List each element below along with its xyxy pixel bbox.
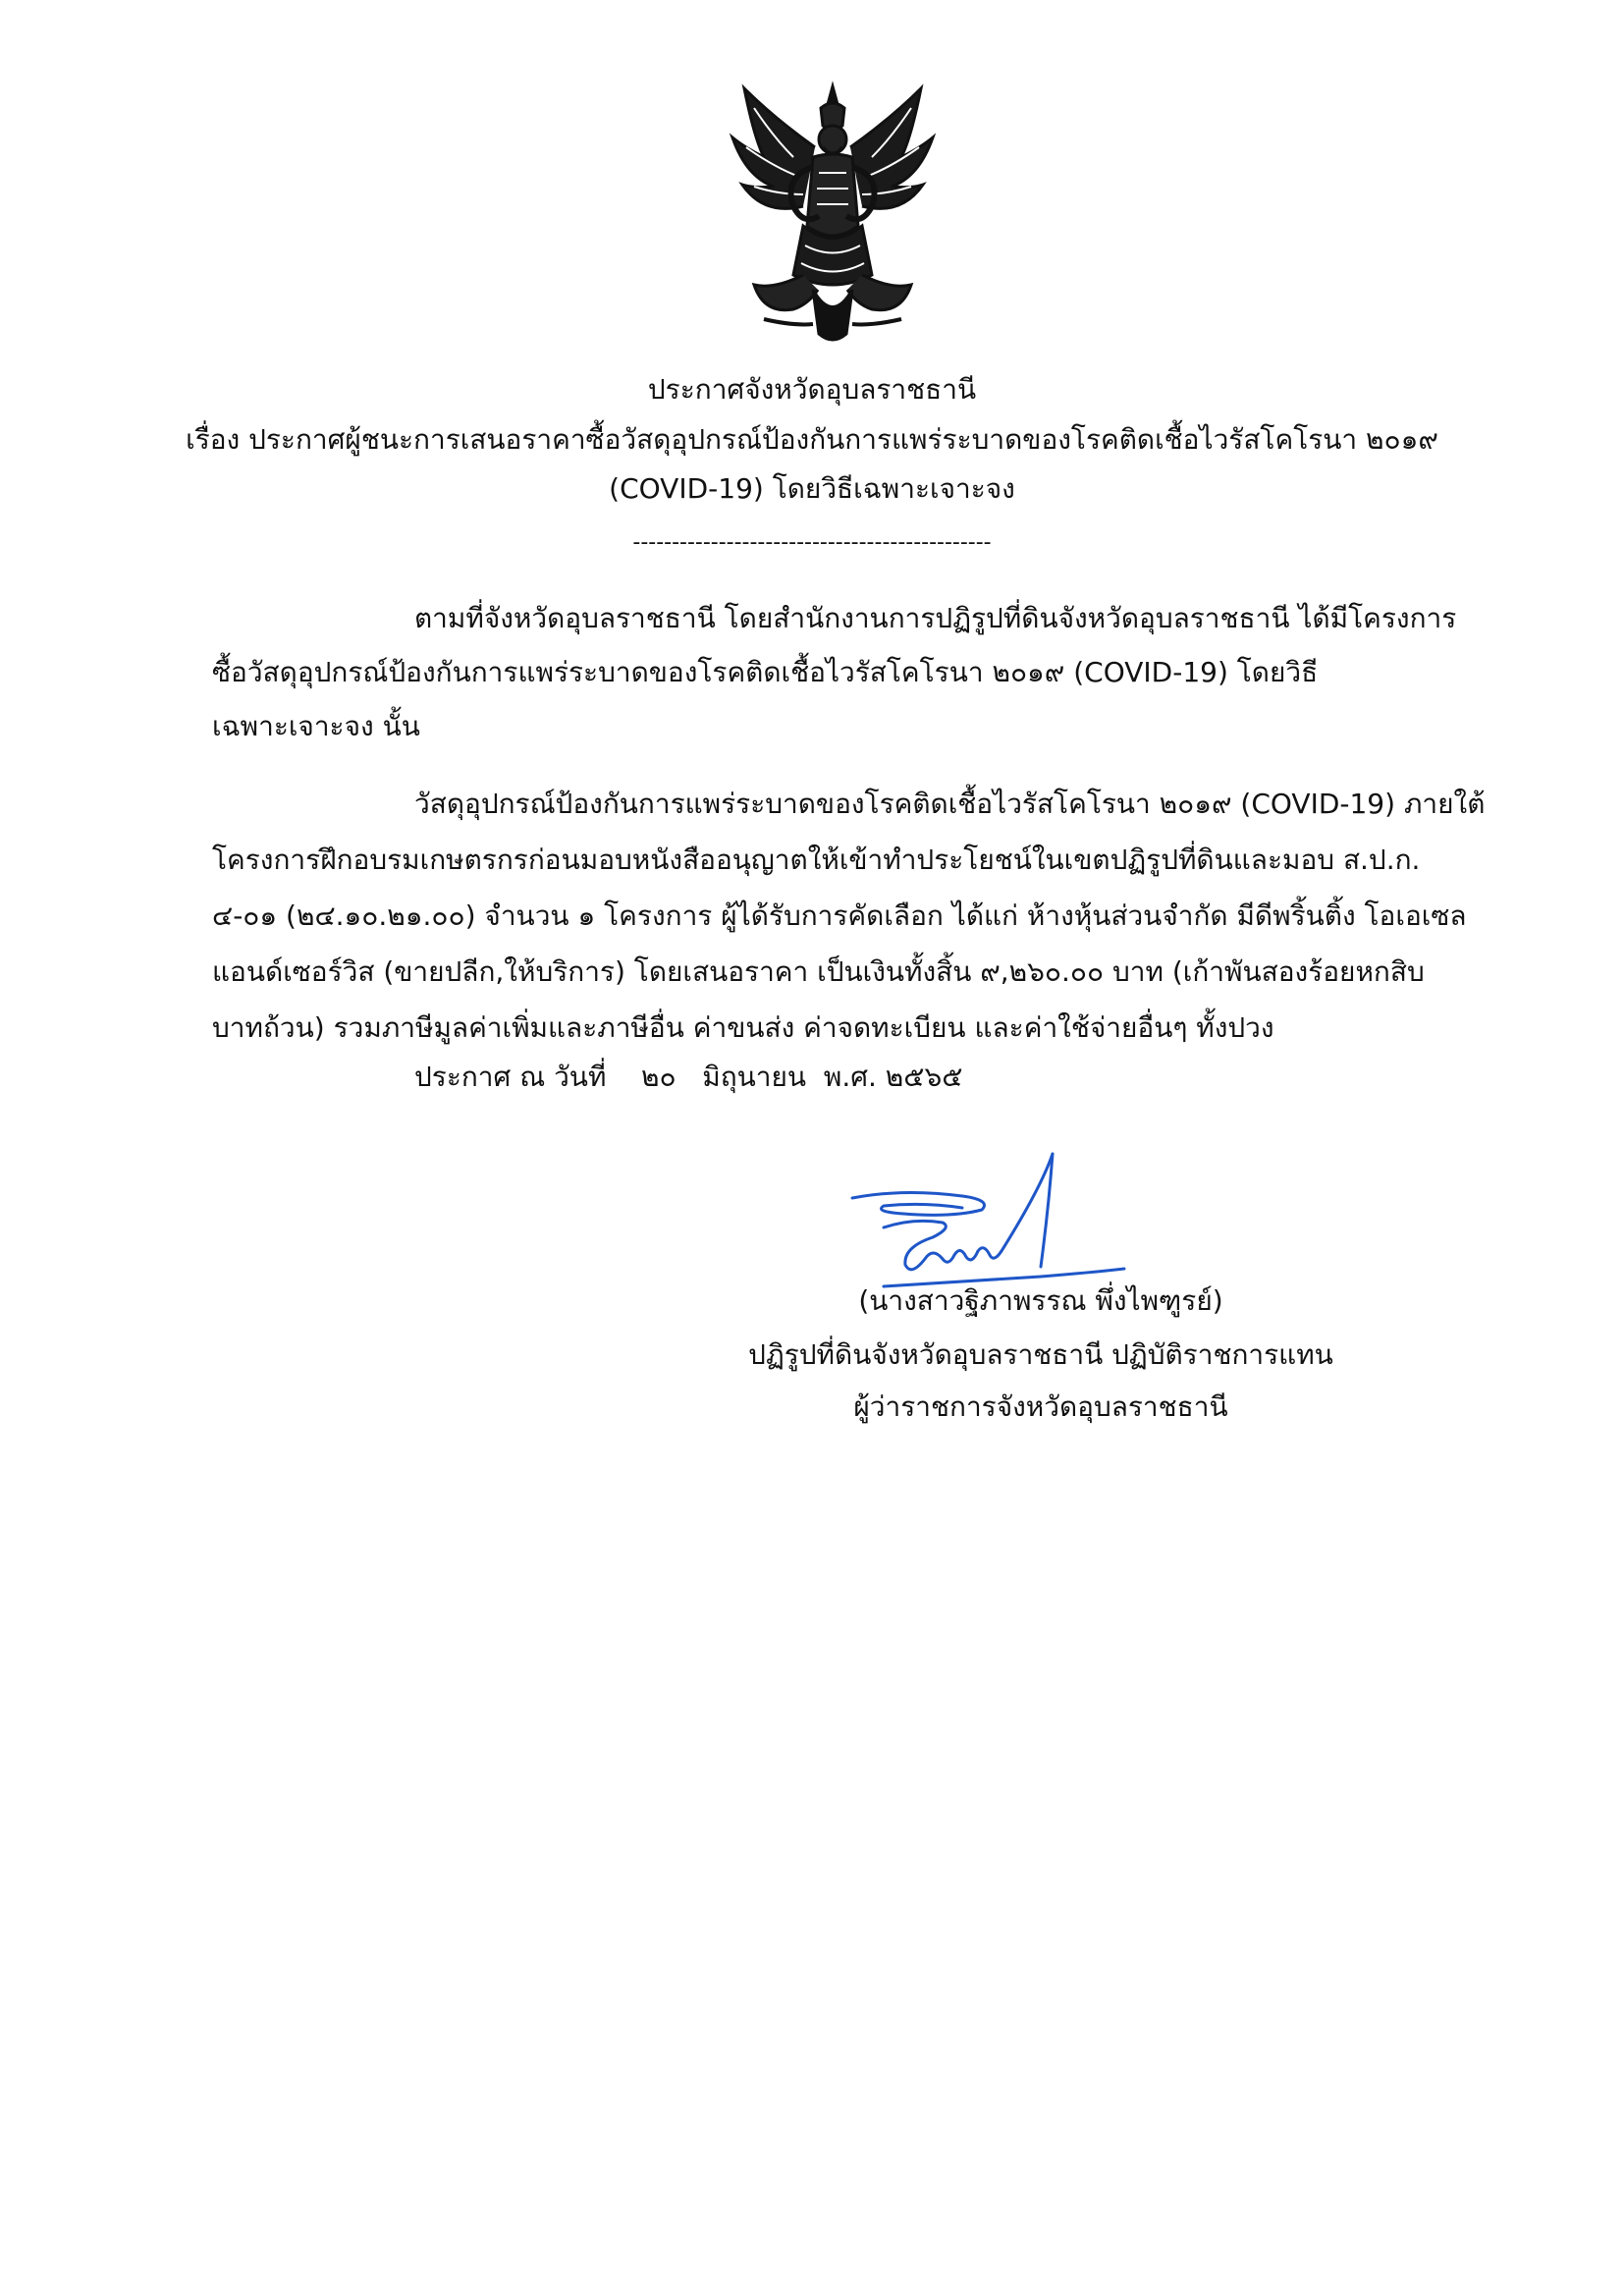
paragraph-line: บาทถ้วน) รวมภาษีมูลค่าเพิ่มและภาษีอื่น ค่าขนส่ง ค่าจดทะเบียน และค่าใช้จ่ายอื่นๆ ทั้งปวง (212, 1011, 1274, 1044)
paragraph-award (212, 776, 1486, 1056)
divider-line: ---------------------------------------------- (632, 530, 992, 555)
signatory-name: (นางสาวฐิภาพรรณ พึ่งไพฑูรย์) (858, 1284, 1223, 1317)
paragraph-line: โครงการฝึกอบรมเกษตรกรก่อนมอบหนังสืออนุญาตให้เข้าทำประโยชน์ในเขตปฏิรูปที่ดินและมอบ ส.ป.ก. (212, 844, 1421, 876)
garuda-emblem-icon (725, 79, 941, 354)
signatory-position-cont: ผู้ว่าราชการจังหวัดอุบลราชธานี (853, 1390, 1228, 1423)
announcement-date: ประกาศ ณ วันที่ ๒๐ มิถุนายน พ.ศ. ๒๕๖๕ (414, 1061, 963, 1093)
paragraph-line: วัสดุอุปกรณ์ป้องกันการแพร่ระบาดของโรคติดเชื้อไวรัสโคโรนา ๒๐๑๙ (COVID-19) ภายใต้ (414, 788, 1486, 820)
announcement-subject: เรื่อง ประกาศผู้ชนะการเสนอราคาซื้อวัสดุอุปกรณ์ป้องกันการแพร่ระบาดของโรคติดเชื้อไวรัสโคโรนา ๒๐๑๙ (186, 423, 1438, 456)
paragraph-line: ๔-๐๑ (๒๔.๑๐.๒๑.๐๐) จำนวน ๑ โครงการ ผู้ได้รับการคัดเลือก ได้แก่ ห้างหุ้นส่วนจำกัด มีดีพริ้นติ้ง โอเอเซล (212, 899, 1467, 932)
paragraph-intro (212, 591, 1463, 753)
handwritten-signature (844, 1149, 1129, 1296)
paragraph-line: ซื้อวัสดุอุปกรณ์ป้องกันการแพร่ระบาดของโรคติดเชื้อไวรัสโคโรนา ๒๐๑๙ (COVID-19) โดยวิธี (212, 656, 1319, 688)
announcement-subject-cont: (COVID-19) โดยวิธีเฉพาะเจาะจง (609, 472, 1015, 505)
announcement-title: ประกาศจังหวัดอุบลราชธานี (647, 373, 977, 406)
paragraph-line: แอนด์เซอร์วิส (ขายปลีก,ให้บริการ) โดยเสนอราคา เป็นเงินทั้งสิ้น ๙,๒๖๐.๐๐ บาท (เก้าพันสองร้อยหกสิบ (212, 955, 1425, 988)
paragraph-line: ตามที่จังหวัดอุบลราชธานี โดยสำนักงานการปฏิรูปที่ดินจังหวัดอุบลราชธานี ได้มีโครงการ (414, 602, 1457, 634)
paragraph-line: เฉพาะเจาะจง นั้น (212, 710, 420, 742)
signatory-position: ปฏิรูปที่ดินจังหวัดอุบลราชธานี ปฏิบัติราชการแทน (748, 1338, 1333, 1371)
